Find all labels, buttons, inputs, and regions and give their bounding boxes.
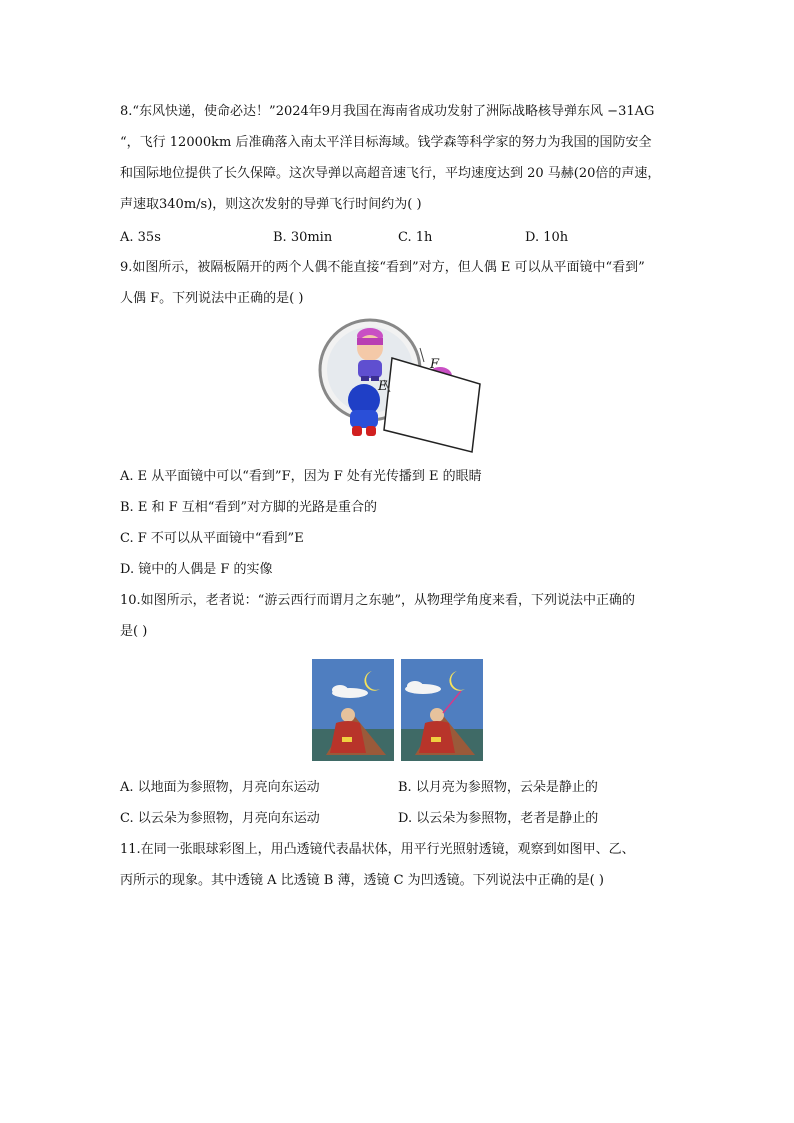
- q10-option-c: C. 以云朵为参照物，月亮向东运动: [120, 811, 320, 826]
- q8-line-4: 声速取340m/s)，则这次发射的导弹飞行时间约为( ): [120, 197, 422, 212]
- q10-line-2: 是( ): [120, 624, 148, 639]
- q9-line-1: 9.如图所示，被隔板隔开的两个人偶不能直接“看到”对方，但人偶 E 可以从平面镜中“看到”: [120, 260, 645, 275]
- q8-option-d: D. 10h: [525, 230, 569, 245]
- old-man-picture-right: [401, 659, 483, 761]
- old-man-picture-left: [312, 659, 394, 761]
- q11-line-2: 丙所示的现象。其中透镜 A 比透镜 B 薄，透镜 C 为凹透镜。下列说法中正确的是( ): [120, 873, 604, 888]
- q8-line-3: 和国际地位提供了长久保障。这次导弹以高超音速飞行，平均速度达到 20 马赫(20倍的声速，: [120, 166, 661, 181]
- q9-option-a: A. E 从平面镜中可以“看到”F，因为 F 处有光传播到 E 的眼睛: [120, 469, 482, 484]
- q10-option-a: A. 以地面为参照物，月亮向东运动: [120, 780, 320, 795]
- old-man-head: [341, 708, 355, 722]
- doll-e: [348, 384, 380, 436]
- label-f-pointer: [420, 348, 424, 362]
- q8-line-2: “，飞行 12000km 后准确落入南太平洋目标海域。钱学森等科学家的努力为我国的国防安全: [120, 135, 652, 150]
- q9-option-d: D. 镜中的人偶是 F 的实像: [120, 562, 273, 577]
- doll-f-reflection: [357, 328, 383, 381]
- mirror-dolls-figure: [312, 318, 492, 456]
- q10-option-d: D. 以云朵为参照物，老者是静止的: [398, 811, 599, 826]
- q8-option-a: A. 35s: [120, 230, 161, 245]
- q10-line-1: 10.如图所示，老者说：“游云西行而谓月之东驰”，从物理学角度来看，下列说法中正确的: [120, 593, 635, 608]
- old-man-head: [430, 708, 444, 722]
- q9-option-c: C. F 不可以从平面镜中“看到”E: [120, 531, 304, 546]
- q10-option-b: B. 以月亮为参照物，云朵是静止的: [398, 780, 598, 795]
- q9-option-b: B. E 和 F 互相“看到”对方脚的光路是重合的: [120, 500, 378, 515]
- q11-line-1: 11.在同一张眼球彩图上，用凸透镜代表晶状体，用平行光照射透镜，观察到如图甲、乙、: [120, 842, 635, 857]
- label-e: E: [378, 379, 388, 394]
- q8-option-b: B. 30min: [273, 230, 333, 245]
- q8-option-c: C. 1h: [398, 230, 433, 245]
- q8-line-1: 8.“东风快递，使命必达！”2024年9月我国在海南省成功发射了洲际战略核导弹东风 −31AG: [120, 104, 655, 119]
- q9-line-2: 人偶 F。下列说法中正确的是( ): [120, 291, 304, 306]
- partition-board: [384, 358, 480, 452]
- label-f: F: [430, 357, 440, 372]
